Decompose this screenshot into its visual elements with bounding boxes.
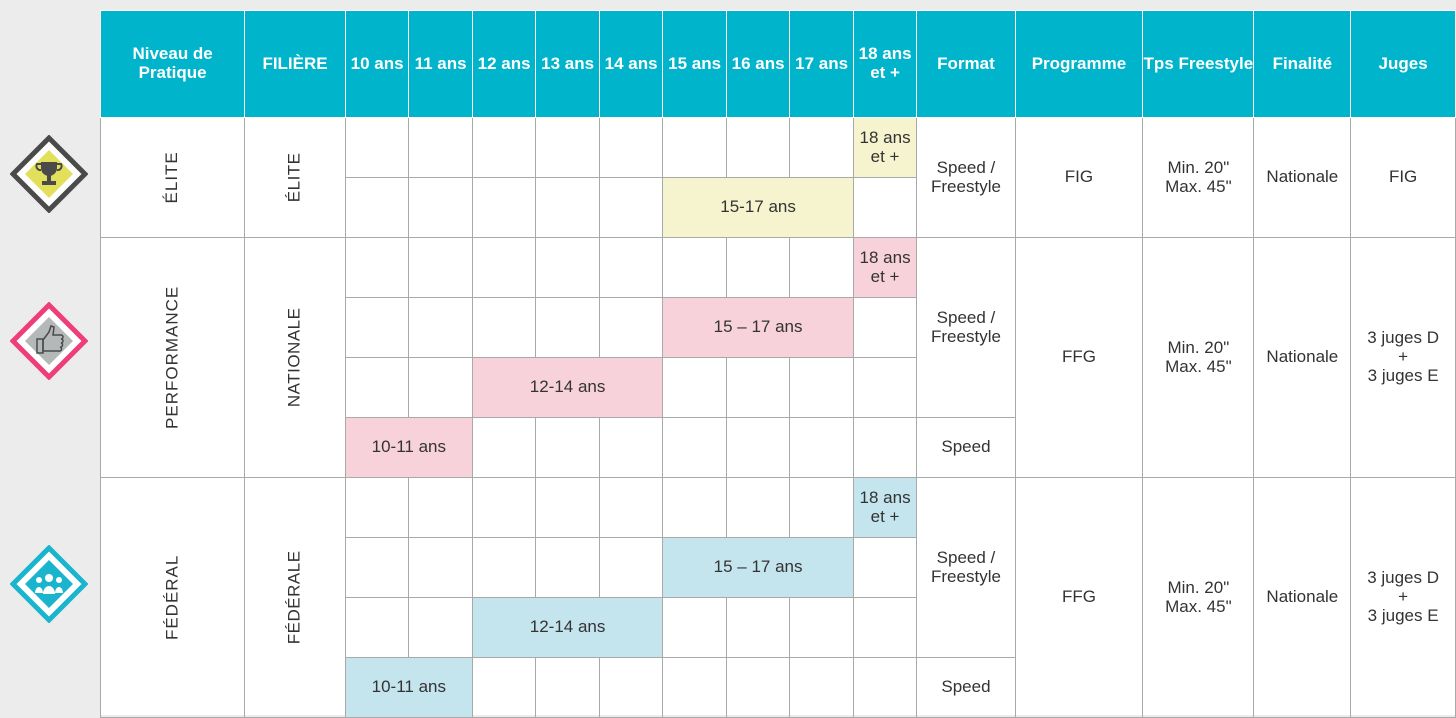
performance-row — [101, 238, 1456, 298]
performance-tps-freestyle: Min. 20" Max. 45" — [1143, 238, 1254, 478]
header-filiere: FILIÈRE — [245, 11, 346, 118]
header-programme: Programme — [1015, 11, 1143, 118]
performance-format-speed: Speed — [917, 418, 1015, 478]
header-age-16: 16 ans — [726, 11, 790, 118]
performance-level-label: PERFORMANCE — [101, 238, 245, 478]
elite-level-label: ÉLITE — [101, 118, 245, 238]
header-tps: Tps Freestyle — [1143, 11, 1254, 118]
competition-table — [100, 10, 1456, 718]
header-row — [101, 11, 1456, 118]
group-icon — [10, 545, 88, 623]
header-juges: Juges — [1351, 11, 1456, 118]
elite-format: Speed / Freestyle — [917, 118, 1015, 238]
performance-programme: FFG — [1015, 238, 1143, 478]
federal-row — [101, 478, 1456, 538]
header-format: Format — [917, 11, 1015, 118]
elite-category-15-17: 15-17 ans — [663, 178, 854, 238]
federal-category-15-17: 15 – 17 ans — [663, 538, 854, 598]
performance-format: Speed / Freestyle — [917, 238, 1015, 418]
elite-tps-freestyle: Min. 20" Max. 45" — [1143, 118, 1254, 238]
header-finalite: Finalité — [1254, 11, 1351, 118]
performance-juges: 3 juges D + 3 juges E — [1351, 238, 1456, 478]
federal-category-18: 18 ans et + — [853, 478, 917, 538]
federal-tps-freestyle: Min. 20" Max. 45" — [1143, 478, 1254, 718]
header-age-10: 10 ans — [345, 11, 409, 118]
elite-filiere-label: ÉLITE — [245, 118, 346, 238]
header-age-13: 13 ans — [536, 11, 600, 118]
thumbs-up-icon — [10, 302, 88, 380]
performance-category-10-11: 10-11 ans — [345, 418, 472, 478]
federal-format-speed: Speed — [917, 658, 1015, 718]
header-niveau: Niveau de Pratique — [101, 11, 245, 118]
header-age-18: 18 ans et + — [853, 11, 917, 118]
header-age-14: 14 ans — [599, 11, 663, 118]
performance-category-18: 18 ans et + — [853, 238, 917, 298]
header-age-15: 15 ans — [663, 11, 727, 118]
elite-programme: FIG — [1015, 118, 1143, 238]
federal-category-12-14: 12-14 ans — [472, 598, 663, 658]
elite-row — [101, 118, 1456, 178]
elite-finalite: Nationale — [1254, 118, 1351, 238]
federal-juges: 3 juges D + 3 juges E — [1351, 478, 1456, 718]
page — [100, 10, 1456, 715]
federal-programme: FFG — [1015, 478, 1143, 718]
performance-filiere-label: NATIONALE — [245, 238, 346, 478]
federal-filiere-label: FÉDÉRALE — [245, 478, 346, 718]
federal-finalite: Nationale — [1254, 478, 1351, 718]
performance-category-15-17: 15 – 17 ans — [663, 298, 854, 358]
trophy-icon — [10, 135, 88, 213]
performance-category-12-14: 12-14 ans — [472, 358, 663, 418]
performance-finalite: Nationale — [1254, 238, 1351, 478]
federal-format: Speed / Freestyle — [917, 478, 1015, 658]
header-age-12: 12 ans — [472, 11, 536, 118]
elite-juges: FIG — [1351, 118, 1456, 238]
federal-category-10-11: 10-11 ans — [345, 658, 472, 718]
federal-level-label: FÉDÉRAL — [101, 478, 245, 718]
elite-category-18: 18 ans et + — [853, 118, 917, 178]
header-age-11: 11 ans — [409, 11, 473, 118]
header-age-17: 17 ans — [790, 11, 854, 118]
